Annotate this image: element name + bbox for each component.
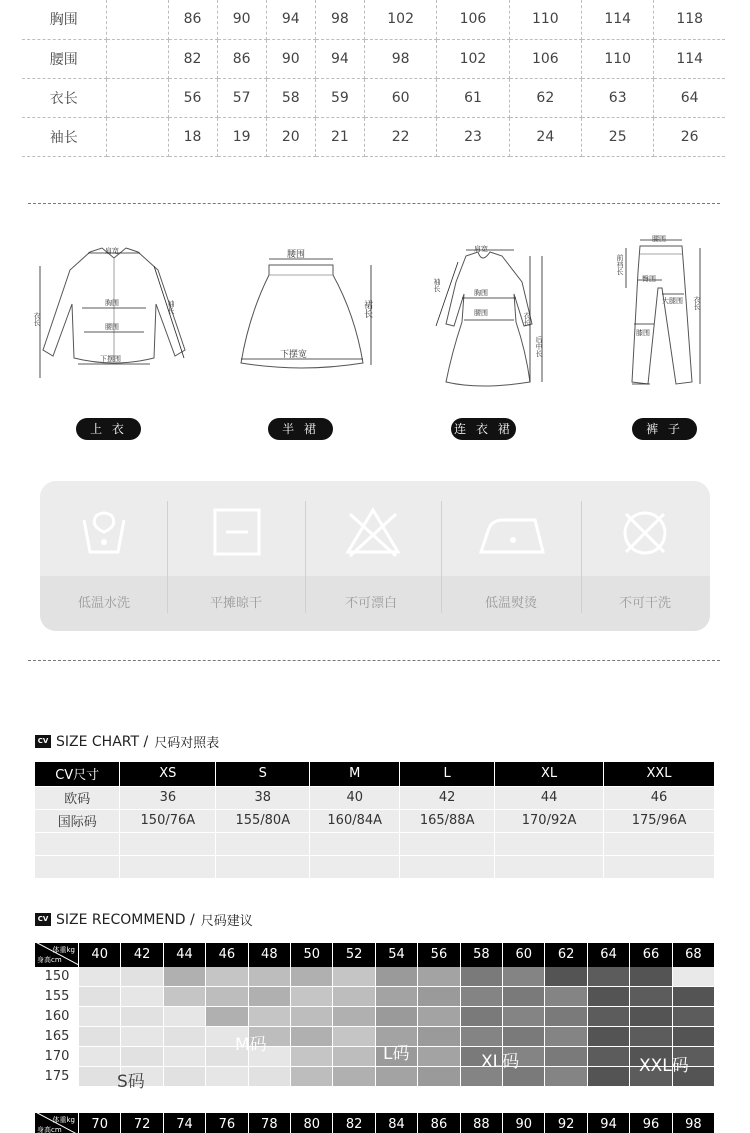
- measurement-value: 56: [168, 78, 217, 117]
- grid-cell-l: [376, 1007, 417, 1026]
- measurement-row: [22, 39, 725, 78]
- grid-cell-m: [249, 987, 290, 1006]
- waist-label: 腰围: [105, 323, 119, 331]
- height-label: 175: [44, 1069, 70, 1084]
- measurement-value: 114: [654, 39, 725, 78]
- grid-cell-xxl: [588, 1007, 629, 1026]
- height-label: 160: [44, 1009, 70, 1024]
- grid-cell-xxl: [673, 987, 714, 1006]
- grid-corner: [35, 1113, 79, 1133]
- weight-header: 52: [333, 943, 375, 967]
- size-chart-header: XS: [120, 762, 216, 786]
- measurement-value: 59: [315, 78, 364, 117]
- length-label: 衣长: [693, 296, 701, 310]
- length-label: 衣长: [33, 312, 41, 326]
- weight-header: 64: [588, 943, 630, 967]
- zone-label-s: S码: [117, 1072, 145, 1092]
- care-label-wash: 低温水洗: [77, 596, 130, 611]
- blank-cell: [106, 78, 168, 117]
- rise-label: 前裆长: [616, 254, 624, 275]
- measurement-value: 26: [654, 117, 725, 156]
- weight-header: 56: [418, 943, 460, 967]
- weight-header: 50: [291, 943, 333, 967]
- weight-header: 66: [630, 943, 672, 967]
- divider: [28, 660, 720, 661]
- dress-diagram: [430, 242, 550, 387]
- size-chart-header: M: [310, 762, 400, 786]
- blank-cell: [106, 0, 168, 39]
- weight-header: 46: [206, 943, 248, 967]
- zone-label-l: L码: [383, 1044, 410, 1064]
- height-row: [35, 1047, 715, 1067]
- low-temp-wash-icon: [78, 506, 130, 558]
- grid-cell-xxl: [588, 987, 629, 1006]
- measurement-value: 58: [266, 78, 315, 117]
- grid-cell-m: [333, 967, 374, 986]
- weight-header: 68: [673, 943, 715, 967]
- weight-header: 78: [249, 1113, 291, 1133]
- grid-cell-s: [121, 1007, 162, 1026]
- sleeve-label: 袖长: [167, 300, 175, 314]
- height-row: [35, 1007, 715, 1027]
- care-label-iron: 低温熨烫: [484, 596, 537, 611]
- knee-label: 膝围: [636, 329, 650, 337]
- grid-cell-xxl: [673, 1007, 714, 1026]
- grid-cell-m: [249, 967, 290, 986]
- grid-cell-s: [164, 1007, 205, 1026]
- grid-cell-xl: [503, 987, 544, 1006]
- height-row: [35, 967, 715, 987]
- size-chart-cell: 170/92A: [495, 809, 604, 832]
- size-chart-cell: [120, 855, 216, 878]
- size-chart-header: XL: [495, 762, 604, 786]
- size-chart-table: [35, 762, 715, 878]
- chest-label: 胸围: [105, 299, 119, 307]
- size-chart-cell: 155/80A: [216, 809, 310, 832]
- grid-cell-s: [79, 1007, 120, 1026]
- divider: [28, 203, 720, 204]
- measurement-row: [22, 78, 725, 117]
- grid-cell-m: [291, 987, 332, 1006]
- waist-label: 腰围: [652, 235, 666, 243]
- measurement-value: 57: [217, 78, 266, 117]
- grid-cell-s: [121, 1047, 162, 1066]
- weight-header: 76: [206, 1113, 248, 1133]
- brand-logo: CV: [35, 735, 51, 748]
- grid-cell-m: [333, 1047, 374, 1066]
- size-chart-cell: 44: [495, 786, 604, 809]
- waist-label: 腰围: [474, 309, 488, 317]
- grid-cell-l: [376, 1067, 417, 1086]
- grid-cell-l: [418, 1067, 459, 1086]
- grid-cell-m: [291, 967, 332, 986]
- weight-header: 48: [249, 943, 291, 967]
- height-axis-label: 身高cm: [37, 1126, 62, 1133]
- dry-flat-icon: [212, 506, 262, 558]
- grid-cell-xl: [545, 1047, 586, 1066]
- measurement-value: 64: [654, 78, 725, 117]
- measurement-value: 102: [437, 39, 509, 78]
- size-chart-row: [35, 832, 715, 855]
- measurement-value: 98: [364, 39, 436, 78]
- grid-cell-m: [291, 1007, 332, 1026]
- low-temp-iron-icon: [477, 506, 547, 558]
- grid-cell-xl: [503, 1007, 544, 1026]
- size-chart-cell: 国际码: [35, 809, 120, 832]
- grid-cell-xl: [503, 967, 544, 986]
- weight-header: 94: [588, 1113, 630, 1133]
- grid-cell-l: [418, 1007, 459, 1026]
- measurement-value: 106: [509, 39, 581, 78]
- size-chart-header: S: [216, 762, 310, 786]
- size-chart-cell: 38: [216, 786, 310, 809]
- measurement-value: 106: [437, 0, 509, 39]
- shoulder-label: 肩宽: [105, 247, 119, 255]
- weight-header: 88: [461, 1113, 503, 1133]
- weight-header: 80: [291, 1113, 333, 1133]
- grid-cell-m: [206, 967, 247, 986]
- measurement-label: 袖长: [22, 117, 106, 156]
- weight-axis-label: 体重kg: [52, 1116, 75, 1124]
- grid-cell-m: [333, 1067, 374, 1086]
- measurement-value: 18: [168, 117, 217, 156]
- grid-cell-xl: [461, 987, 502, 1006]
- weight-header: 84: [376, 1113, 418, 1133]
- measurement-value: 22: [364, 117, 436, 156]
- size-chart-cell: 165/88A: [400, 809, 495, 832]
- grid-cell-m: [164, 967, 205, 986]
- measurement-value: 24: [509, 117, 581, 156]
- size-chart-cell: [400, 832, 495, 855]
- garment-tag-dress: 连 衣 裙: [451, 418, 516, 440]
- measurement-label: 衣长: [22, 78, 106, 117]
- size-chart-row: [35, 809, 715, 832]
- size-chart-cell: 42: [400, 786, 495, 809]
- height-label: 150: [44, 969, 70, 984]
- grid-cell-l: [376, 987, 417, 1006]
- grid-cell-s: [164, 1067, 205, 1086]
- blank-cell: [106, 117, 168, 156]
- grid-cell-s: [79, 987, 120, 1006]
- size-chart-cell: [604, 832, 715, 855]
- size-recommend-grid: [35, 943, 715, 1092]
- care-label-dry-clean: 不可干洗: [618, 596, 671, 611]
- grid-cell-xxl: [588, 967, 629, 986]
- grid-cell-xxl: [588, 1027, 629, 1046]
- thigh-label: 大腿围: [662, 297, 683, 305]
- size-chart-cell: [310, 855, 400, 878]
- measurement-value: 114: [582, 0, 654, 39]
- grid-cell-xl: [545, 1007, 586, 1026]
- grid-cell-l: [418, 967, 459, 986]
- weight-header: 98: [673, 1113, 715, 1133]
- grid-cell-xl: [461, 1007, 502, 1026]
- grid-cell-xl: [503, 1027, 544, 1046]
- zone-label-xl: XL码: [481, 1052, 520, 1072]
- measurement-value: 110: [582, 39, 654, 78]
- height-label: 170: [44, 1049, 70, 1064]
- length-label: 裙长: [362, 300, 372, 318]
- size-chart-cell: [216, 832, 310, 855]
- size-chart-cell: [120, 832, 216, 855]
- grid-cell-xl: [545, 1027, 586, 1046]
- shirt-diagram: [30, 240, 200, 390]
- size-chart-cell: 175/96A: [604, 809, 715, 832]
- size-chart-cell: [604, 855, 715, 878]
- measurement-value: 102: [364, 0, 436, 39]
- no-bleach-icon: [344, 506, 402, 558]
- back-length-label: 后中长: [535, 336, 543, 357]
- weight-header: 62: [545, 943, 587, 967]
- measurement-value: 86: [168, 0, 217, 39]
- size-recommend-title-cn: 尺码建议: [200, 914, 253, 929]
- chest-label: 胸围: [474, 289, 488, 297]
- weight-axis-label: 体重kg: [52, 946, 75, 954]
- size-chart-cell: [495, 855, 604, 878]
- blank-cell: [106, 39, 168, 78]
- size-chart-row: [35, 786, 715, 809]
- size-chart-cell: [310, 832, 400, 855]
- weight-header: 40: [79, 943, 121, 967]
- size-chart-title-cn: 尺码对照表: [154, 736, 220, 751]
- grid-cell-s: [79, 967, 120, 986]
- measurement-value: 82: [168, 39, 217, 78]
- measurement-value: 19: [217, 117, 266, 156]
- measurement-value: 23: [437, 117, 509, 156]
- grid-cell-m: [333, 987, 374, 1006]
- grid-cell-s: [121, 967, 162, 986]
- measurement-value: 62: [509, 78, 581, 117]
- size-chart-header: XXL: [604, 762, 715, 786]
- care-label-bleach: 不可漂白: [344, 596, 397, 611]
- size-chart-cell: [35, 832, 120, 855]
- hem-label: 下摆围: [100, 355, 121, 363]
- weight-header: 86: [418, 1113, 460, 1133]
- grid-cell-m: [291, 1067, 332, 1086]
- care-instructions-panel: [40, 481, 710, 631]
- height-row: [35, 1027, 715, 1047]
- size-chart-cell: 40: [310, 786, 400, 809]
- height-axis-label: 身高cm: [37, 956, 62, 964]
- pants-diagram: [612, 232, 707, 392]
- size-chart-cell: 36: [120, 786, 216, 809]
- no-dry-clean-icon: [620, 506, 670, 558]
- weight-header: 90: [503, 1113, 545, 1133]
- grid-cell-s: [164, 1027, 205, 1046]
- grid-cell-s: [673, 967, 714, 986]
- measurement-value: 110: [509, 0, 581, 39]
- grid-cell-m: [291, 1047, 332, 1066]
- size-chart-cell: 欧码: [35, 786, 120, 809]
- care-label-dry: 平摊晾干: [209, 596, 262, 611]
- measurement-table: [22, 0, 725, 157]
- measurement-label: 腰围: [22, 39, 106, 78]
- grid-cell-xxl: [545, 967, 586, 986]
- measurement-value: 118: [654, 0, 725, 39]
- measurement-value: 90: [266, 39, 315, 78]
- weight-header: 54: [376, 943, 418, 967]
- grid-cell-xl: [545, 1067, 586, 1086]
- size-recommend-grid-2: [35, 1113, 715, 1133]
- measurement-value: 94: [266, 0, 315, 39]
- hip-label: 臀围: [642, 275, 656, 283]
- size-chart-title: SIZE CHART /: [56, 733, 149, 750]
- measurement-value: 60: [364, 78, 436, 117]
- grid-cell-m: [249, 1007, 290, 1026]
- weight-header: 60: [503, 943, 545, 967]
- size-chart-cell: 46: [604, 786, 715, 809]
- size-chart-heading: [35, 732, 219, 751]
- weight-header: 96: [630, 1113, 672, 1133]
- height-label: 165: [44, 1029, 70, 1044]
- grid-cell-l: [376, 967, 417, 986]
- size-chart-cell: 150/76A: [120, 809, 216, 832]
- garment-tag-pants: 裤 子: [632, 418, 697, 440]
- grid-cell-l: [418, 1027, 459, 1046]
- size-chart-cell: [495, 832, 604, 855]
- grid-cell-l: [418, 987, 459, 1006]
- grid-cell-xxl: [673, 1027, 714, 1046]
- grid-cell-m: [164, 987, 205, 1006]
- size-chart-cell: [216, 855, 310, 878]
- grid-cell-s: [121, 1027, 162, 1046]
- measurement-value: 21: [315, 117, 364, 156]
- grid-corner: [35, 943, 79, 967]
- grid-cell-s: [206, 1067, 247, 1086]
- waist-label: 腰围: [287, 250, 306, 260]
- garment-tag-top: 上 衣: [76, 418, 141, 440]
- weight-header: 70: [79, 1113, 121, 1133]
- grid-cell-xxl: [588, 1047, 629, 1066]
- weight-header: 82: [333, 1113, 375, 1133]
- weight-header: 58: [461, 943, 503, 967]
- weight-header: 44: [164, 943, 206, 967]
- height-label: 155: [44, 989, 70, 1004]
- measurement-value: 20: [266, 117, 315, 156]
- brand-logo: CV: [35, 913, 51, 926]
- weight-header: 72: [121, 1113, 163, 1133]
- grid-cell-m: [206, 1007, 247, 1026]
- grid-cell-xl: [545, 987, 586, 1006]
- size-chart-header: CV尺寸: [35, 762, 120, 786]
- grid-cell-s: [79, 1047, 120, 1066]
- grid-cell-xxl: [630, 1027, 671, 1046]
- size-chart-cell: [35, 855, 120, 878]
- grid-cell-s: [121, 987, 162, 1006]
- hem-label: 下摆宽: [280, 350, 308, 360]
- grid-cell-xxl: [588, 1067, 629, 1086]
- garment-tag-skirt: 半 裙: [268, 418, 333, 440]
- grid-cell-xxl: [630, 1007, 671, 1026]
- weight-header: 42: [121, 943, 163, 967]
- weight-header: 92: [545, 1113, 587, 1133]
- size-chart-row: [35, 855, 715, 878]
- grid-cell-l: [418, 1047, 459, 1066]
- size-chart-cell: 160/84A: [310, 809, 400, 832]
- size-recommend-title: SIZE RECOMMEND /: [56, 911, 195, 928]
- shoulder-label: 肩宽: [474, 245, 488, 253]
- grid-cell-s: [164, 1047, 205, 1066]
- grid-cell-m: [206, 987, 247, 1006]
- measurement-label: 胸围: [22, 0, 106, 39]
- length-label: 衣长: [523, 312, 531, 326]
- measurement-value: 98: [315, 0, 364, 39]
- measurement-row: [22, 0, 725, 39]
- grid-cell-xxl: [630, 987, 671, 1006]
- measurement-value: 61: [437, 78, 509, 117]
- measurement-value: 86: [217, 39, 266, 78]
- sleeve-label: 袖长: [433, 278, 441, 292]
- zone-label-xxl: XXL码: [639, 1056, 689, 1076]
- grid-cell-m: [333, 1007, 374, 1026]
- size-recommend-heading: [35, 910, 253, 929]
- grid-cell-s: [79, 1067, 120, 1086]
- grid-cell-m: [333, 1027, 374, 1046]
- grid-cell-xl: [461, 1027, 502, 1046]
- weight-header: 74: [164, 1113, 206, 1133]
- grid-cell-xl: [461, 967, 502, 986]
- zone-label-m: M码: [235, 1035, 267, 1055]
- size-chart-cell: [400, 855, 495, 878]
- measurement-value: 94: [315, 39, 364, 78]
- measurement-value: 90: [217, 0, 266, 39]
- grid-cell-s: [249, 1067, 290, 1086]
- measurement-row: [22, 117, 725, 156]
- size-chart-header: L: [400, 762, 495, 786]
- grid-cell-m: [291, 1027, 332, 1046]
- grid-cell-s: [79, 1027, 120, 1046]
- skirt-diagram: [235, 245, 375, 375]
- measurement-value: 25: [582, 117, 654, 156]
- height-row: [35, 987, 715, 1007]
- measurement-value: 63: [582, 78, 654, 117]
- grid-cell-xxl: [630, 967, 671, 986]
